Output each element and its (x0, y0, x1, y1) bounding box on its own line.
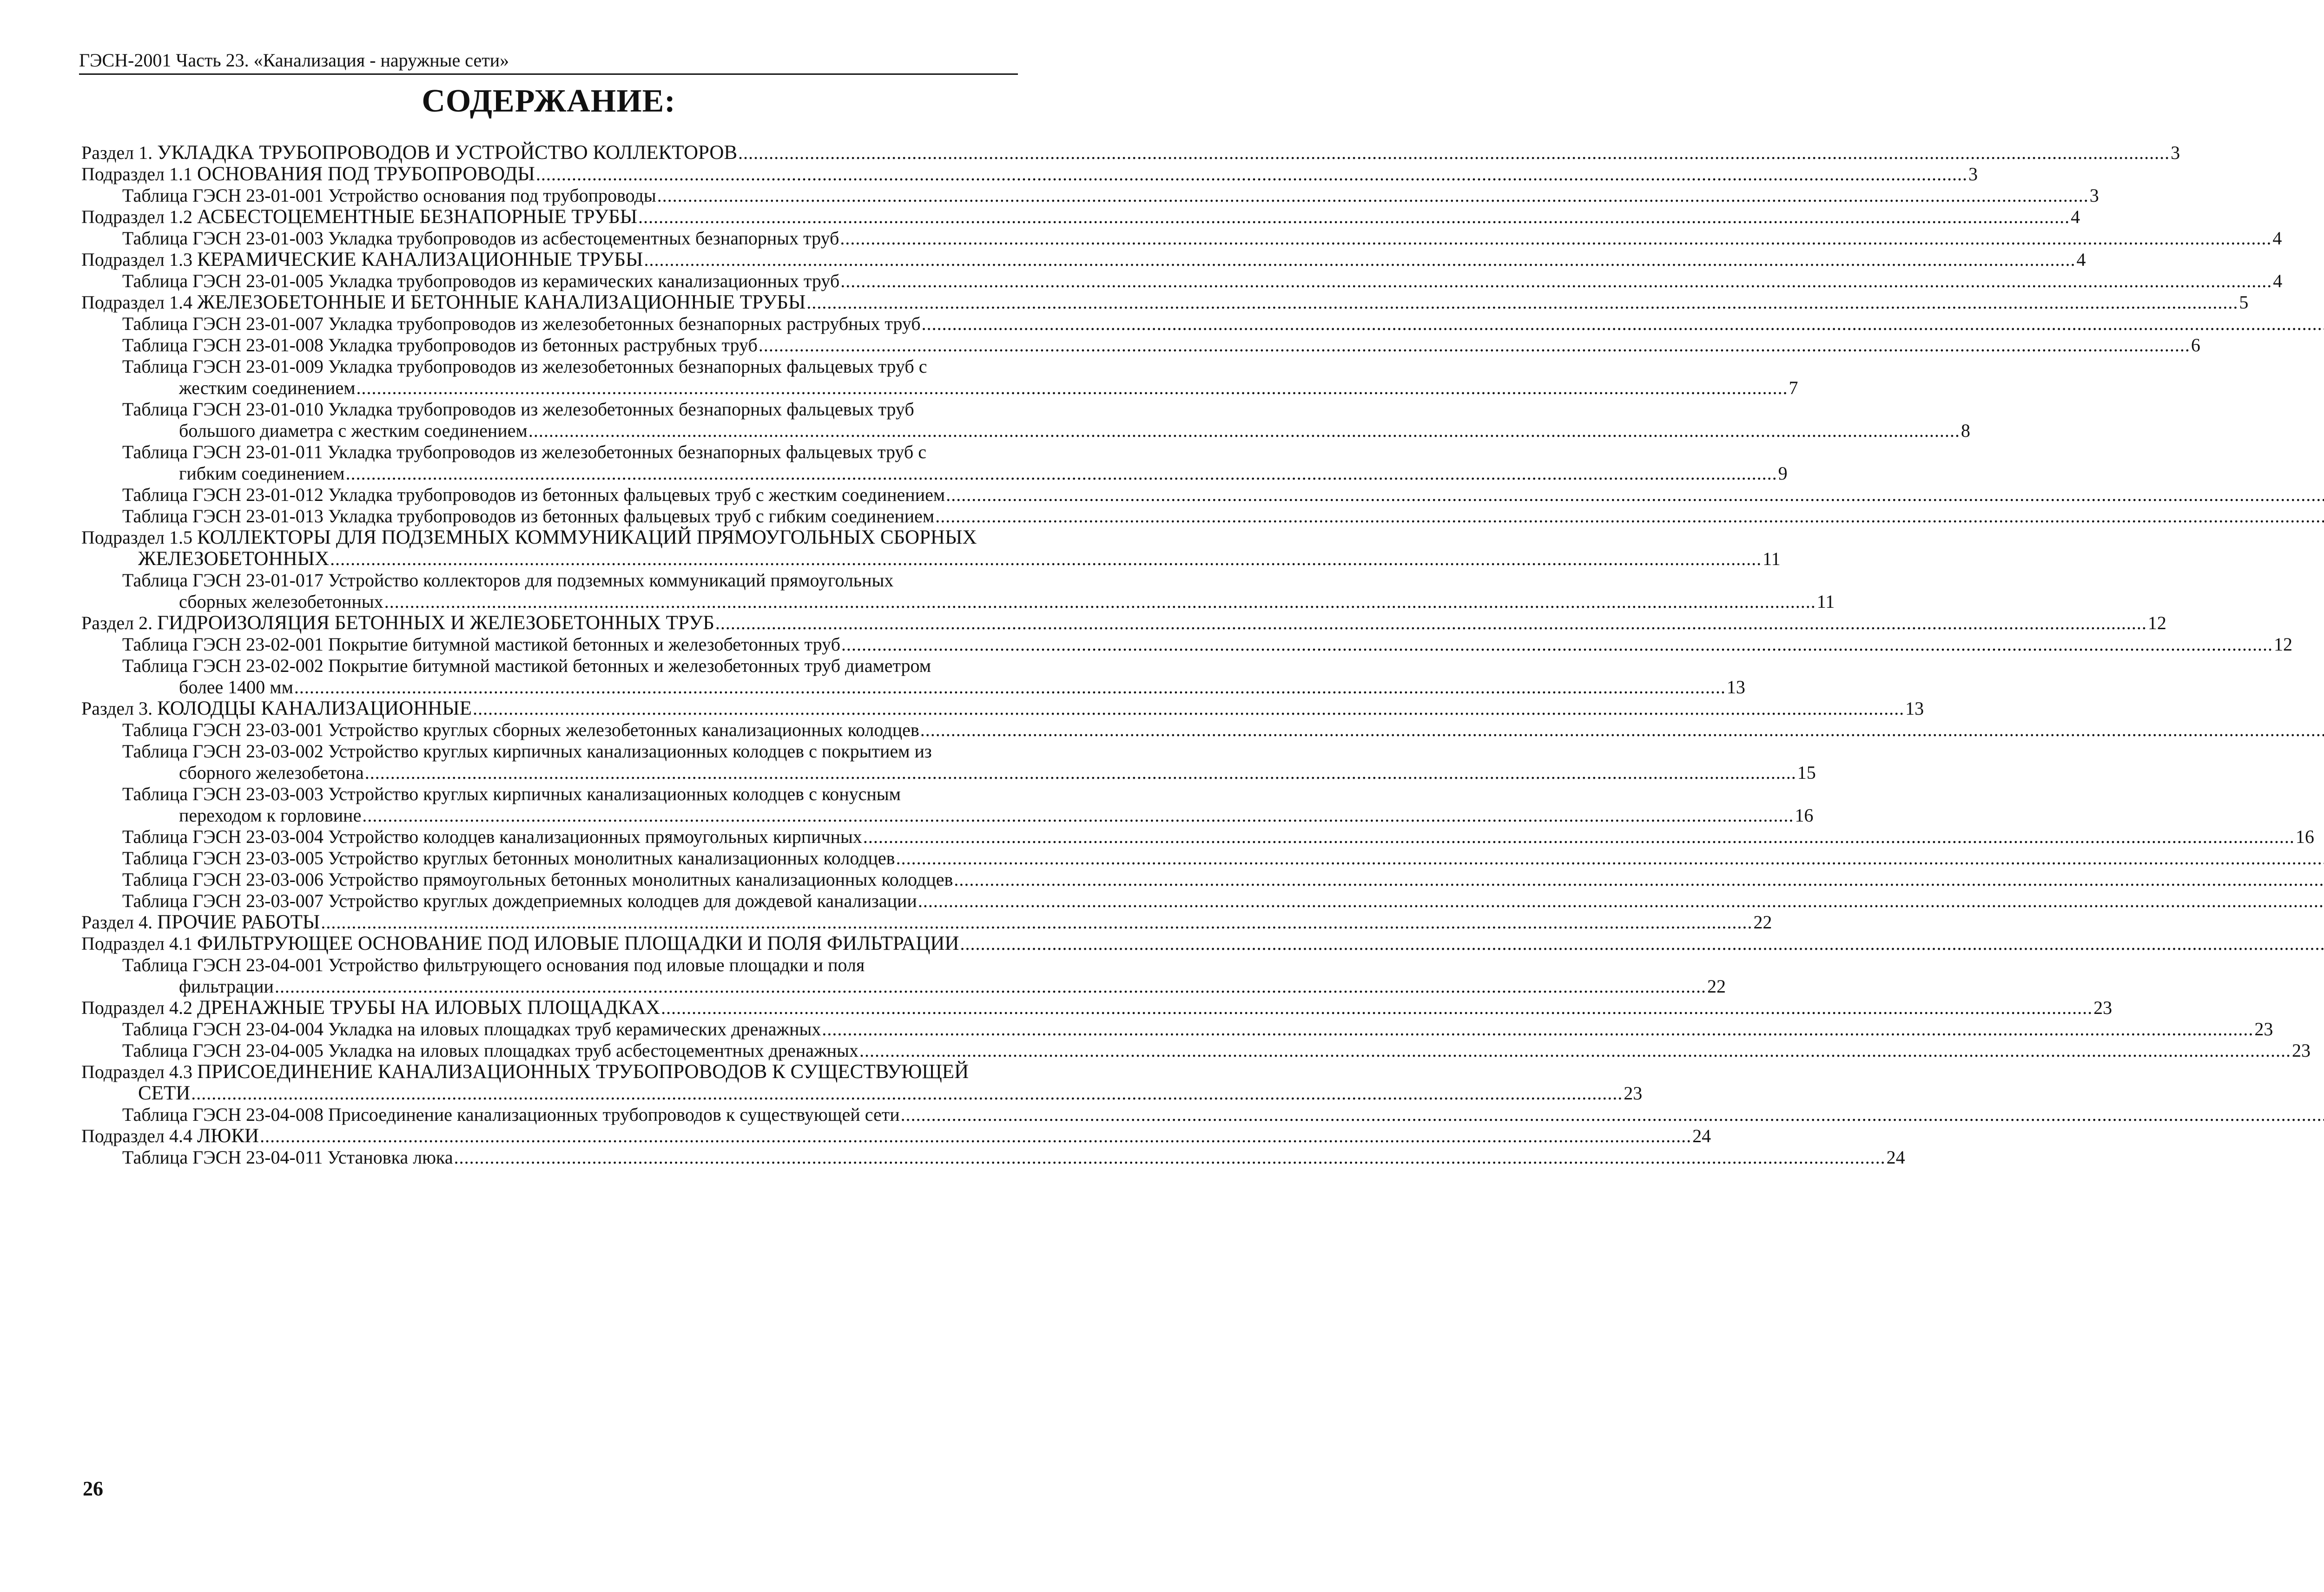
toc-page-number: 16 (2295, 826, 2314, 847)
toc-entry-title-continued: гибким соединением (179, 463, 345, 484)
toc-page-number: 23 (1624, 1083, 1643, 1104)
toc-section-entry[interactable] (81, 249, 2086, 270)
toc-page-number: 24 (1692, 1125, 1711, 1146)
toc-entry-text (81, 206, 637, 228)
toc-entry-title: ДРЕНАЖНЫЕ ТРУБЫ НА ИЛОВЫХ ПЛОЩАДКАХ (197, 997, 660, 1019)
dot-leader (840, 228, 2271, 249)
toc-entry-title: КЕРАМИЧЕСКИЕ КАНАЛИЗАЦИОННЫЕ ТРУБЫ (197, 249, 643, 270)
toc-entry-line (81, 206, 2080, 228)
toc-entry-first-line (122, 954, 1011, 976)
toc-entry-title: ЛЮКИ (197, 1125, 259, 1147)
dot-leader (840, 270, 2272, 292)
toc-page-number: 7 (1789, 377, 1798, 398)
toc-entry-prefix: Подраздел 4.4 (81, 1125, 197, 1146)
toc-section-entry[interactable] (81, 291, 2249, 313)
toc-page-number: 8 (1961, 420, 1970, 441)
dot-leader (859, 1040, 2291, 1061)
toc-entry-title: Таблица ГЭСН 23-04-008 Присоединение канализационных трубопроводов к существующей сети (122, 1104, 900, 1125)
toc-entry-title-continued: сборных железобетонных (179, 591, 383, 612)
toc-table-entry[interactable] (81, 1147, 1905, 1168)
dot-leader (536, 164, 1967, 185)
toc-section-entry[interactable] (81, 206, 2080, 228)
toc-table-entry[interactable] (81, 506, 1011, 527)
toc-entry-line (122, 506, 1011, 527)
toc-table-entry[interactable] (81, 1019, 2273, 1040)
dot-leader (920, 719, 2324, 741)
toc-section-entry[interactable] (81, 526, 1781, 570)
toc-section-entry[interactable] (81, 1125, 1711, 1147)
toc-entry-continuation (122, 591, 1835, 612)
toc-page-number: 22 (1707, 976, 1726, 997)
toc-entry-prefix: Раздел 2. (81, 612, 158, 633)
toc-entry-text (122, 826, 862, 848)
toc-page-number: 9 (1778, 463, 1788, 484)
toc-page-number: 23 (2291, 1040, 2311, 1061)
toc-table-entry[interactable] (81, 634, 2292, 655)
toc-entry-title: Таблица ГЭСН 23-03-002 Устройство круглых кирпичных канализационных колодцев с покрытием из (122, 741, 932, 762)
toc-entry-prefix: Раздел 1. (81, 142, 158, 163)
toc-entry-title: АСБЕСТОЦЕМЕНТНЫЕ БЕЗНАПОРНЫЕ ТРУБЫ (197, 206, 638, 228)
toc-entry-prefix: Подраздел 1.4 (81, 292, 197, 313)
toc-table-entry[interactable] (81, 783, 1814, 826)
toc-page-number: 5 (2239, 292, 2249, 313)
dot-leader (365, 762, 1796, 783)
dot-leader (935, 506, 2324, 527)
toc-table-entry[interactable] (81, 954, 1726, 997)
toc-table-entry[interactable] (81, 890, 1011, 912)
toc-entry-title: Таблица ГЭСН 23-01-005 Укладка трубопроводов из керамических канализационных труб (122, 270, 840, 291)
toc-table-entry[interactable] (81, 719, 1011, 741)
toc-entry-title: Таблица ГЭСН 23-01-003 Укладка трубопроводов из асбестоцементных безнапорных труб (122, 228, 839, 249)
toc-entry-text (122, 719, 919, 741)
toc-table-entry[interactable] (81, 741, 1816, 783)
toc-entry-text (81, 612, 714, 634)
dot-leader (275, 976, 1706, 997)
toc-entry-title: ФИЛЬТРУЮЩЕЕ ОСНОВАНИЕ ПОД ИЛОВЫЕ ПЛОЩАДКИ И ПОЛЯ ФИЛЬТРАЦИИ (197, 933, 959, 954)
dot-leader (528, 420, 1960, 441)
toc-entry-line (122, 1040, 2311, 1061)
toc-page-number: 6 (2191, 335, 2200, 355)
toc-table-entry[interactable] (81, 869, 1011, 890)
dot-leader (346, 463, 1777, 484)
toc-entry-text (122, 335, 758, 356)
toc-entry-first-line (81, 1061, 1011, 1083)
toc-section-entry[interactable] (81, 911, 1772, 933)
toc-entry-continuation (122, 420, 1970, 441)
toc-entry-title: Таблица ГЭСН 23-01-010 Укладка трубопроводов из железобетонных безнапорных фальцевых труб (122, 399, 914, 420)
toc-entry-first-line (122, 655, 1011, 677)
toc-entry-first-line (122, 399, 1011, 420)
toc-entry-title: Таблица ГЭСН 23-01-017 Устройство коллекторов для подземных коммуникаций прямоугольных (122, 570, 894, 591)
toc-table-entry[interactable] (81, 335, 2200, 356)
toc-entry-title: Таблица ГЭСН 23-01-012 Укладка трубопроводов из бетонных фальцевых труб с жестким соединением (122, 484, 945, 505)
dot-leader (954, 869, 2324, 890)
toc-entry-title: Таблица ГЭСН 23-03-006 Устройство прямоугольных бетонных монолитных канализационных колодцев (122, 869, 953, 890)
toc-entry-line (81, 1125, 1711, 1147)
toc-entry-prefix: Подраздел 1.5 (81, 527, 197, 548)
toc-entry-first-line (122, 783, 1011, 805)
dot-leader (922, 313, 2324, 335)
dot-leader (759, 335, 2190, 356)
toc-table-entry[interactable] (81, 655, 1745, 698)
toc-page-number: 4 (2071, 206, 2080, 227)
toc-entry-title: ЖЕЛЕЗОБЕТОННЫЕ И БЕТОННЫЕ КАНАЛИЗАЦИОННЫЕ ТРУБЫ (197, 291, 806, 313)
dot-leader (822, 1019, 2253, 1040)
toc-entry-prefix: Подраздел 4.1 (81, 933, 197, 954)
dot-leader (330, 548, 1762, 570)
toc-entry-title: Таблица ГЭСН 23-03-007 Устройство круглых дождеприемных колодцев для дождевой канализации (122, 890, 917, 911)
toc-page-number: 23 (2093, 997, 2113, 1018)
toc-page-number: 24 (1886, 1147, 1905, 1168)
toc-table-entry[interactable] (81, 441, 1788, 484)
toc-entry-text (122, 1104, 900, 1125)
toc-entry-line (122, 1019, 2273, 1040)
toc-entry-title: Таблица ГЭСН 23-01-013 Укладка трубопроводов из бетонных фальцевых труб с гибким соединением (122, 506, 935, 526)
toc-entry-title: ГИДРОИЗОЛЯЦИЯ БЕТОННЫХ И ЖЕЛЕЗОБЕТОННЫХ ТРУБ (157, 612, 714, 634)
toc-entry-prefix: Подраздел 1.3 (81, 249, 197, 270)
toc-page-number: 12 (2273, 634, 2292, 655)
dot-leader (806, 292, 2238, 313)
toc-entry-text (122, 890, 917, 912)
toc-entry-line (122, 1104, 1011, 1125)
toc-entry-title: КОЛЛЕКТОРЫ ДЛЯ ПОДЗЕМНЫХ КОММУНИКАЦИЙ ПРЯМОУГОЛЬНЫХ СБОРНЫХ (197, 526, 977, 548)
toc-table-entry[interactable] (81, 570, 1835, 612)
toc-entry-line (122, 270, 2283, 292)
toc-entry-continuation (81, 548, 1781, 570)
toc-page-number: 12 (2147, 612, 2166, 633)
toc-entry-line (122, 848, 1011, 869)
toc-entry-text (122, 185, 656, 206)
toc-entry-title-continued: большого диаметра с жестким соединением (179, 420, 528, 441)
toc-table-entry[interactable] (81, 228, 2282, 249)
toc-entry-continuation (81, 1082, 1643, 1104)
dot-leader (638, 206, 2070, 228)
dot-leader (260, 1125, 1691, 1147)
toc-page-number: 3 (2089, 185, 2099, 206)
toc-entry-first-line (122, 441, 1011, 463)
toc-entry-text (122, 848, 895, 869)
toc-page-number: 11 (1816, 591, 1835, 612)
toc-entry-title: Таблица ГЭСН 23-04-011 Установка люка (122, 1147, 453, 1168)
toc-table-entry[interactable] (81, 848, 1011, 869)
toc-entry-line (81, 249, 2086, 270)
toc-entry-prefix: Раздел 4. (81, 912, 158, 933)
toc-entry-continuation (122, 762, 1816, 783)
dot-leader (357, 377, 1788, 399)
toc-entry-text (81, 933, 959, 954)
toc-entry-title: Таблица ГЭСН 23-03-001 Устройство круглых сборных железобетонных канализационных колодцев (122, 719, 919, 740)
toc-entry-continuation (122, 677, 1745, 698)
toc-entry-text (122, 484, 945, 506)
toc-table-entry[interactable] (81, 484, 1011, 506)
toc-entry-title: Таблица ГЭСН 23-01-007 Укладка трубопроводов из железобетонных безнапорных раструбных труб (122, 313, 921, 334)
toc-entry-title-continued: фильтрации (179, 976, 274, 997)
toc-entry-line (122, 228, 2282, 249)
toc-entry-title: ПРИСОЕДИНЕНИЕ КАНАЛИЗАЦИОННЫХ ТРУБОПРОВОДОВ К СУЩЕСТВУЮЩЕЙ (197, 1061, 969, 1083)
toc-page-number: 15 (1797, 762, 1816, 783)
page-number: 26 (83, 1477, 103, 1500)
toc-table-entry[interactable] (81, 399, 1970, 441)
toc-table-entry[interactable] (81, 313, 1011, 335)
toc-table-entry[interactable] (81, 826, 2314, 848)
toc-entry-title: ОСНОВАНИЯ ПОД ТРУБОПРОВОДЫ (197, 163, 535, 185)
toc-entry-text (81, 698, 472, 719)
toc-entry-text (81, 1125, 259, 1147)
toc-entry-line (122, 634, 2292, 655)
toc-section-entry[interactable] (81, 612, 2166, 634)
toc-page-number: 13 (1726, 677, 1745, 697)
toc-entry-text (81, 249, 643, 270)
toc-entry-title-continued: более 1400 мм (179, 677, 293, 697)
toc-entry-first-line (122, 570, 1011, 591)
toc-entry-title-continued: переходом к горловине (179, 805, 362, 826)
toc-entry-title: Таблица ГЭСН 23-01-011 Укладка трубопроводов из железобетонных безнапорных фальцевых труб с (122, 441, 926, 462)
toc-entry-title: Таблица ГЭСН 23-01-009 Укладка трубопроводов из железобетонных безнапорных фальцевых труб с (122, 356, 927, 377)
toc-entry-text (122, 1147, 453, 1168)
toc-table-entry[interactable] (81, 270, 2283, 292)
toc-entry-line (81, 291, 2249, 313)
toc-entry-line (81, 142, 2180, 164)
toc-section-entry[interactable] (81, 697, 1924, 719)
toc-entry-continuation (122, 377, 1798, 399)
table-of-contents (81, 142, 2314, 1168)
toc-entry-text (122, 506, 934, 527)
dot-leader (384, 591, 1816, 612)
dot-leader (863, 826, 2295, 848)
toc-entry-text (122, 1040, 858, 1061)
toc-entry-title: Таблица ГЭСН 23-04-004 Укладка на иловых площадках труб керамических дренажных (122, 1019, 821, 1039)
dot-leader (946, 484, 2324, 506)
toc-page-number: 13 (1905, 698, 1924, 719)
dot-leader (362, 805, 1794, 826)
toc-entry-prefix: Раздел 3. (81, 698, 158, 719)
toc-entry-line (122, 1147, 1905, 1168)
toc-entry-title: УКЛАДКА ТРУБОПРОВОДОВ И УСТРОЙСТВО КОЛЛЕКТОРОВ (157, 142, 738, 164)
toc-entry-text (122, 270, 839, 292)
toc-section-entry[interactable] (81, 997, 2113, 1019)
toc-entry-first-line (122, 356, 1011, 377)
toc-entry-text (81, 142, 737, 164)
toc-entry-first-line (81, 527, 1011, 548)
toc-entry-title: Таблица ГЭСН 23-03-004 Устройство колодцев канализационных прямоугольных кирпичных (122, 826, 862, 847)
toc-entry-text (81, 997, 660, 1019)
toc-entry-title: КОЛОДЦЫ КАНАЛИЗАЦИОННЫЕ (157, 697, 472, 719)
toc-entry-continuation (122, 463, 1788, 484)
dot-leader (960, 933, 2324, 954)
header-rule (79, 73, 1018, 75)
page-title: СОДЕРЖАНИЕ: (422, 83, 676, 119)
toc-entry-text (122, 1019, 821, 1040)
dot-leader (738, 142, 2170, 164)
toc-page-number: 22 (1753, 912, 1772, 933)
dot-leader (191, 1083, 1623, 1104)
toc-table-entry[interactable] (81, 1104, 1011, 1125)
dot-leader (896, 848, 2324, 869)
dot-leader (918, 890, 2324, 912)
toc-entry-line (122, 890, 1011, 912)
dot-leader (901, 1104, 2324, 1125)
dot-leader (715, 612, 2147, 634)
toc-entry-prefix: Подраздел 1.2 (81, 206, 197, 227)
toc-entry-line (81, 997, 2113, 1019)
toc-entry-title: Таблица ГЭСН 23-01-001 Устройство основания под трубопроводы (122, 185, 656, 206)
toc-entry-title: Таблица ГЭСН 23-03-003 Устройство круглых кирпичных канализационных колодцев с конусным (122, 783, 901, 804)
running-header: ГЭСН-2001 Часть 23. «Канализация - наружные сети» (79, 50, 509, 71)
toc-page-number: 23 (2254, 1019, 2273, 1039)
toc-section-entry[interactable] (81, 933, 1011, 954)
toc-entry-title-continued: жестким соединением (179, 377, 356, 398)
toc-entry-title: Таблица ГЭСН 23-03-005 Устройство круглых бетонных монолитных канализационных колодцев (122, 848, 895, 868)
toc-page-number: 4 (2076, 249, 2086, 270)
toc-page-number: 11 (1763, 548, 1781, 569)
toc-entry-line (81, 911, 1772, 933)
toc-entry-text (122, 228, 839, 249)
toc-table-entry[interactable] (81, 185, 2099, 206)
toc-entry-text (122, 313, 921, 335)
toc-page-number: 16 (1795, 805, 1814, 826)
toc-page-number: 4 (2272, 228, 2282, 249)
toc-entry-title-continued: ЖЕЛЕЗОБЕТОННЫХ (138, 548, 330, 570)
toc-entry-text (81, 912, 320, 933)
toc-entry-continuation (122, 805, 1814, 826)
toc-entry-text (81, 164, 535, 185)
toc-entry-title: ПРОЧИЕ РАБОТЫ (157, 911, 320, 933)
toc-entry-line (81, 933, 1011, 954)
toc-entry-line (122, 335, 2200, 356)
toc-entry-title: Таблица ГЭСН 23-04-005 Укладка на иловых площадках труб асбестоцементных дренажных (122, 1040, 858, 1061)
toc-entry-line (81, 697, 1924, 719)
toc-entry-line (122, 869, 1011, 890)
toc-entry-title-continued: СЕТИ (138, 1082, 191, 1104)
toc-table-entry[interactable] (81, 356, 1798, 399)
dot-leader (294, 677, 1726, 698)
dot-leader (473, 698, 1904, 719)
toc-entry-line (122, 484, 1011, 506)
toc-entry-text (81, 292, 805, 313)
dot-leader (644, 249, 2076, 270)
toc-page-number: 3 (1968, 164, 1978, 184)
toc-entry-line (122, 313, 1011, 335)
toc-page-number: 4 (2273, 270, 2283, 291)
toc-section-entry[interactable] (81, 163, 1978, 185)
dot-leader (657, 185, 2089, 206)
toc-entry-title: Таблица ГЭСН 23-02-002 Покрытие битумной мастикой бетонных и железобетонных труб диаметром (122, 655, 931, 676)
toc-entry-title: Таблица ГЭСН 23-04-001 Устройство фильтрующего основания под иловые площадки и поля (122, 954, 865, 975)
dot-leader (841, 634, 2273, 655)
toc-entry-first-line (122, 741, 1011, 762)
toc-entry-title-continued: сборного железобетона (179, 762, 364, 783)
toc-page-number: 3 (2171, 142, 2180, 163)
toc-entry-text (122, 869, 953, 890)
toc-entry-title: Таблица ГЭСН 23-01-008 Укладка трубопроводов из бетонных раструбных труб (122, 335, 758, 355)
toc-section-entry[interactable] (81, 142, 2180, 164)
toc-entry-line (122, 826, 2314, 848)
toc-entry-line (122, 719, 1011, 741)
toc-entry-continuation (122, 976, 1726, 997)
toc-entry-text (122, 634, 840, 655)
toc-entry-prefix: Подраздел 1.1 (81, 164, 197, 184)
dot-leader (661, 997, 2093, 1019)
toc-entry-line (81, 163, 1978, 185)
toc-entry-prefix: Подраздел 4.3 (81, 1061, 197, 1082)
dot-leader (454, 1147, 1886, 1168)
toc-entry-line (122, 185, 2099, 206)
toc-table-entry[interactable] (81, 1040, 2311, 1061)
dot-leader (321, 912, 1752, 933)
toc-entry-prefix: Подраздел 4.2 (81, 997, 197, 1018)
toc-entry-title: Таблица ГЭСН 23-02-001 Покрытие битумной мастикой бетонных и железобетонных труб (122, 634, 840, 655)
toc-section-entry[interactable] (81, 1061, 1643, 1104)
toc-entry-line (81, 612, 2166, 634)
